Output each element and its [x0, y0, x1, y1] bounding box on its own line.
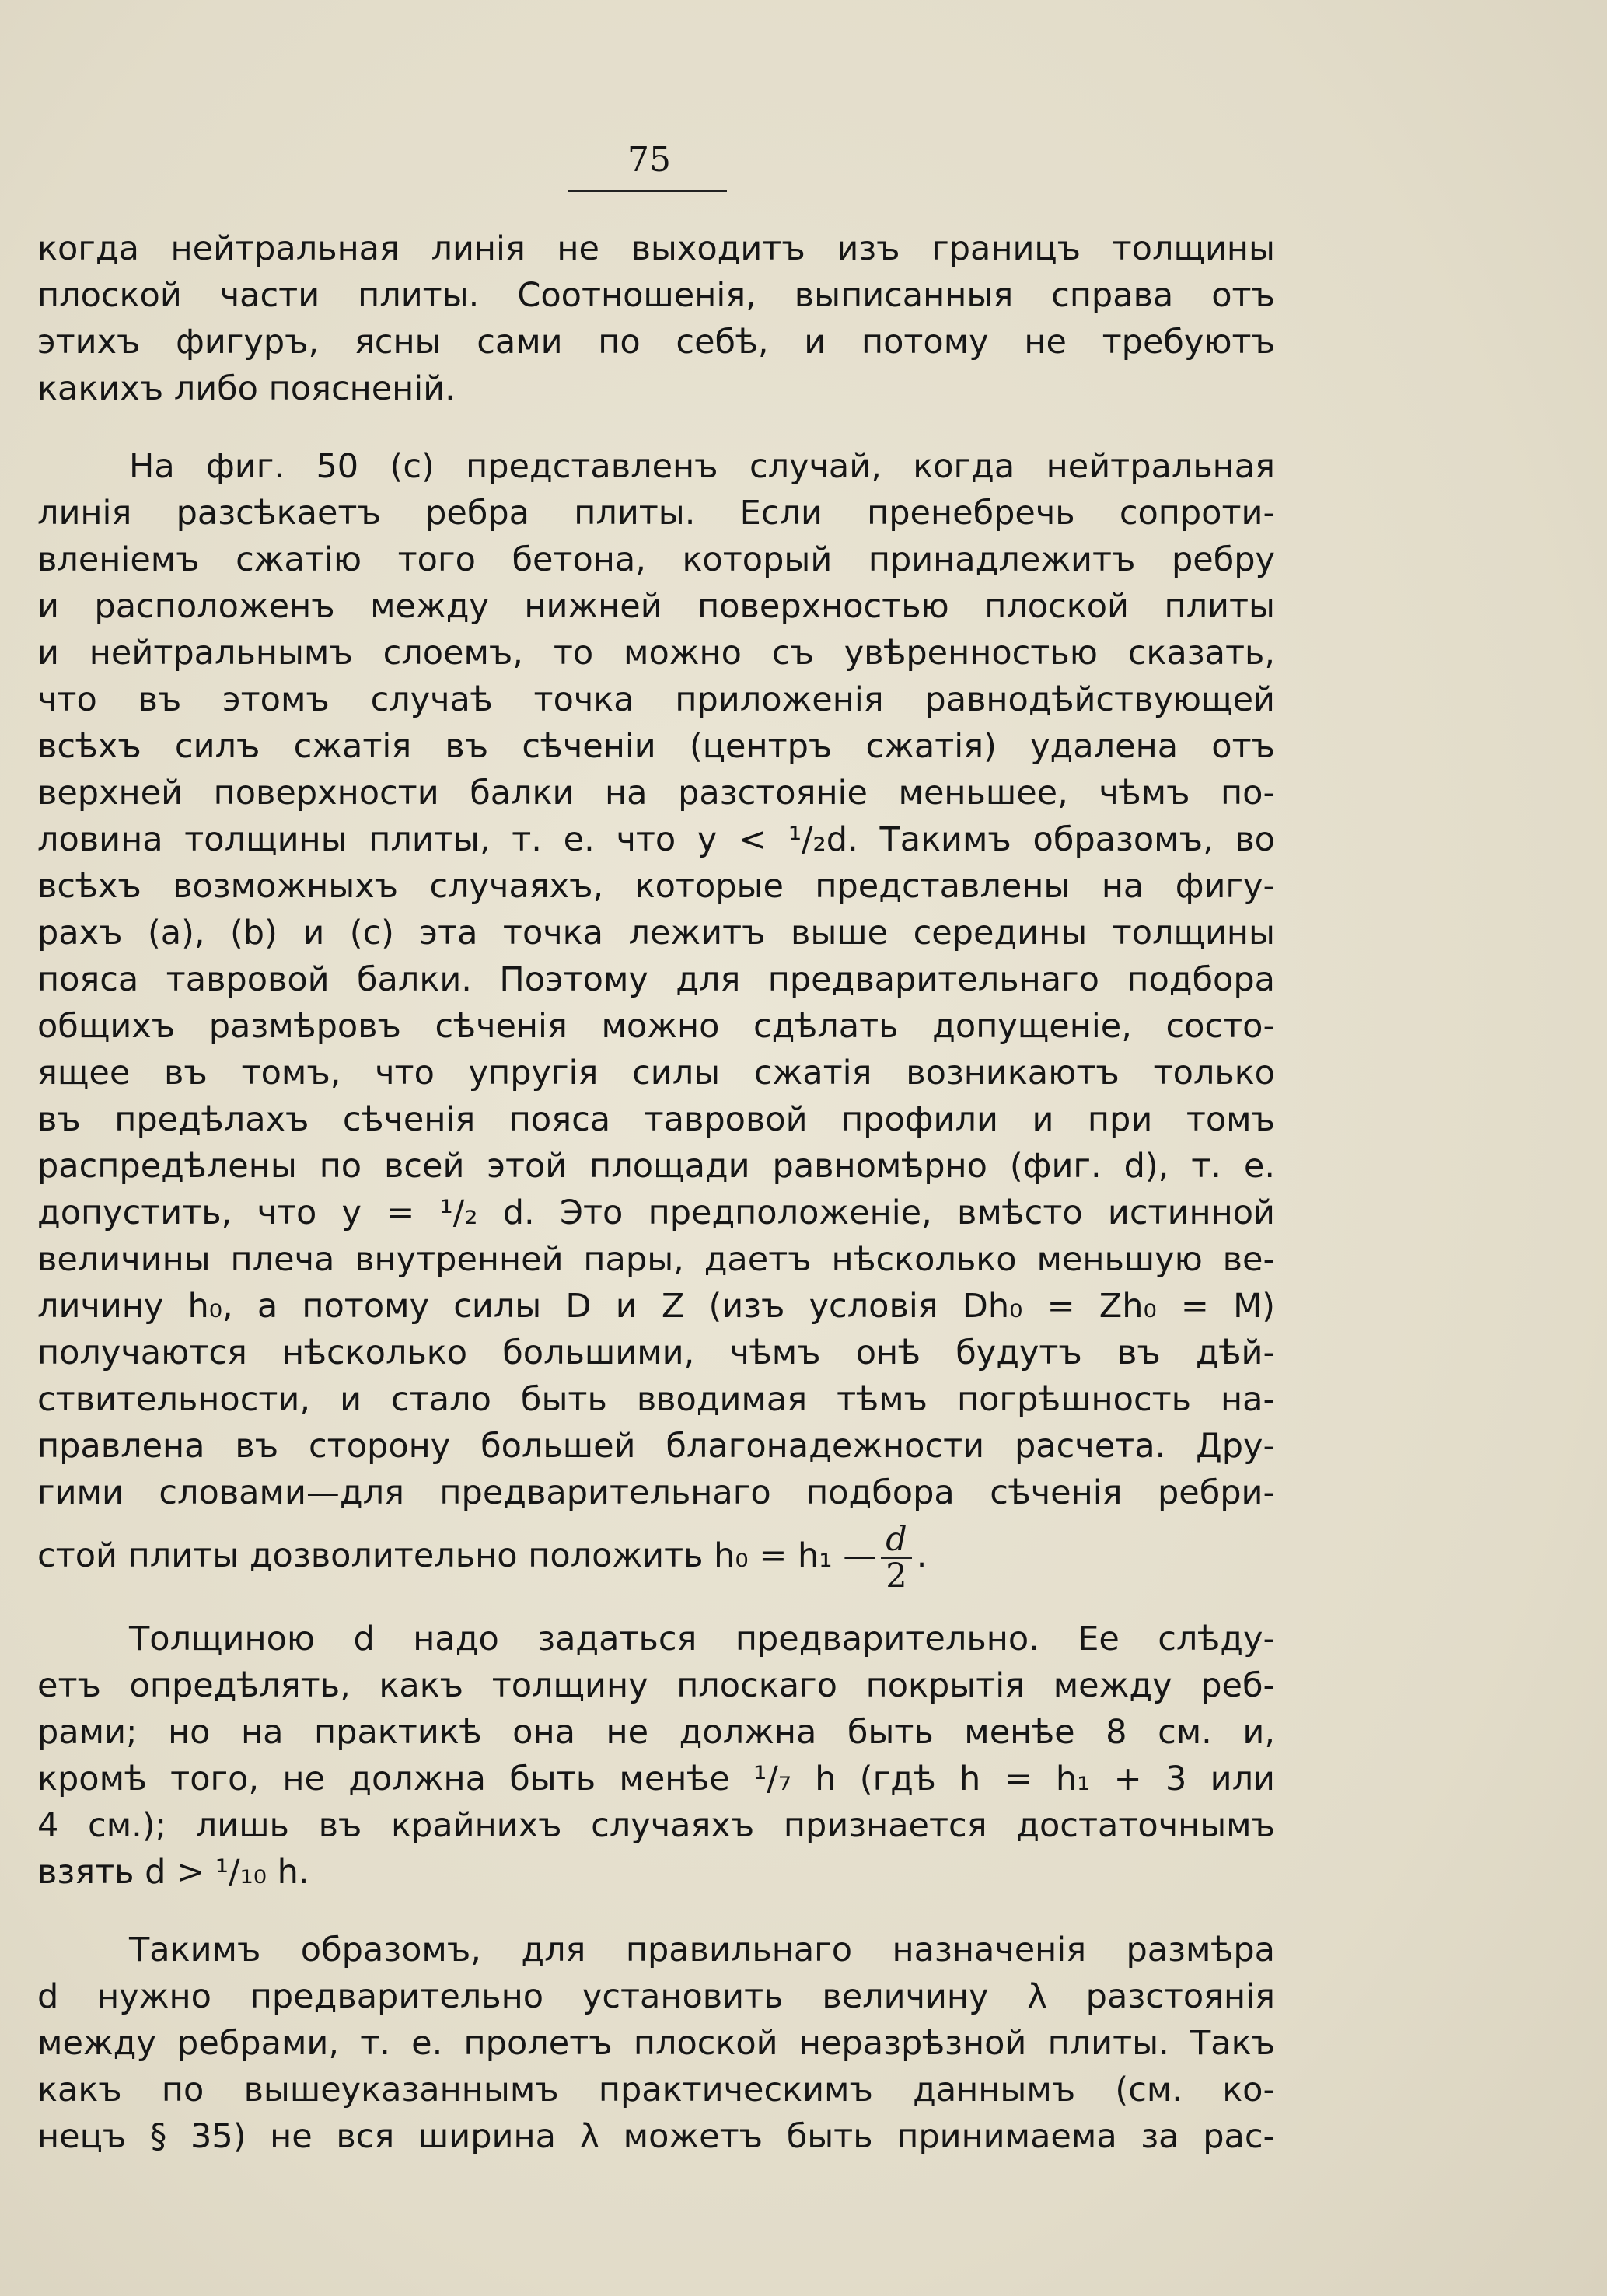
- text-line: между ребрами, т. е. пролетъ плоской неразрѣзной плиты. Такъ: [37, 2024, 1275, 2063]
- text-line: нецъ § 35) не вся ширина λ можетъ быть принимаема за рас-: [37, 2117, 1275, 2156]
- text-line: и нейтральнымъ слоемъ, то можно съ увѣренностью сказать,: [37, 634, 1275, 673]
- text-line: рами; но на практикѣ она не должна быть менѣе 8 см. и,: [37, 1713, 1275, 1752]
- text-line: всѣхъ возможныхъ случаяхъ, которые представлены на фигу-: [37, 867, 1275, 906]
- text-line: вленіемъ сжатію того бетона, который принадлежитъ ребру: [37, 540, 1275, 579]
- fraction-numerator: d: [881, 1522, 912, 1559]
- text-line: линія разсѣкаетъ ребра плиты. Если пренебречь сопроти-: [37, 494, 1275, 533]
- formula-prefix: стой плиты дозволительно положить h₀ = h₁ —: [37, 1536, 877, 1575]
- body-text: [37, 225, 1275, 2160]
- text-line: верхней поверхности балки на разстояніе меньшее, чѣмъ по-: [37, 774, 1275, 813]
- text-line: когда нейтральная линія не выходитъ изъ границъ толщины: [37, 229, 1275, 268]
- text-line: этихъ фигуръ, ясны сами по себѣ, и потому не требуютъ: [37, 323, 1275, 362]
- text-line: етъ опредѣлять, какъ толщину плоскаго покрытія между реб-: [37, 1666, 1275, 1705]
- page-number: 75: [627, 140, 671, 180]
- formula-line: [37, 1516, 1275, 1595]
- text-line: и расположенъ между нижней поверхностью плоской плиты: [37, 587, 1275, 626]
- text-line: допустить, что y = ¹/₂ d. Это предположеніе, вмѣсто истинной: [37, 1193, 1275, 1232]
- text-line: взять d > ¹/₁₀ h.: [37, 1853, 309, 1892]
- text-line: что въ этомъ случаѣ точка приложенія равнодѣйствующей: [37, 680, 1275, 719]
- text-line: ящее въ томъ, что упругія силы сжатія возникаютъ только: [37, 1054, 1275, 1092]
- text-line: d нужно предварительно установить величину λ разстоянія: [37, 1977, 1275, 2016]
- text-line: 4 см.); лишь въ крайнихъ случаяхъ признается достаточнымъ: [37, 1806, 1275, 1845]
- text-line: ствительности, и стало быть вводимая тѣмъ погрѣшность на-: [37, 1380, 1275, 1419]
- text-line: пояса тавровой балки. Поэтому для предварительнаго подбора: [37, 960, 1275, 999]
- formula-suffix: .: [916, 1536, 928, 1575]
- text-line: На фиг. 50 (c) представленъ случай, когда нейтральная: [129, 447, 1275, 486]
- text-line: плоской части плиты. Соотношенія, выписанныя справа отъ: [37, 276, 1275, 315]
- text-line: Толщиною d надо задаться предварительно. Ее слѣду-: [129, 1620, 1275, 1658]
- text-line: ловина толщины плиты, т. е. что y < ¹/₂d. Такимъ образомъ, во: [37, 820, 1275, 859]
- paragraph-4: [37, 1927, 1275, 2160]
- text-line: получаются нѣсколько большими, чѣмъ онѣ будутъ въ дѣй-: [37, 1333, 1275, 1372]
- fraction-denominator: 2: [886, 1557, 907, 1595]
- text-line: кромѣ того, не должна быть менѣе ¹/₇ h (гдѣ h = h₁ + 3 или: [37, 1760, 1275, 1798]
- text-line: какихъ либо поясненій.: [37, 369, 456, 408]
- text-line: личину h₀, а потому силы D и Z (изъ условія Dh₀ = Zh₀ = M): [37, 1287, 1275, 1326]
- text-line: какъ по вышеуказаннымъ практическимъ даннымъ (см. ко-: [37, 2071, 1275, 2109]
- paragraph-3: [37, 1616, 1275, 1896]
- fraction-d-over-2: [881, 1522, 912, 1593]
- text-line: общихъ размѣровъ сѣченія можно сдѣлать допущеніе, состо-: [37, 1007, 1275, 1046]
- paragraph-2: [37, 443, 1275, 1595]
- text-line: всѣхъ силъ сжатія въ сѣченіи (центръ сжатія) удалена отъ: [37, 727, 1275, 766]
- paragraph-1: [37, 225, 1275, 412]
- text-line: рахъ (a), (b) и (c) эта точка лежитъ выше середины толщины: [37, 914, 1275, 952]
- text-line: Такимъ образомъ, для правильнаго назначенія размѣра: [129, 1931, 1275, 1969]
- text-line: величины плеча внутренней пары, даетъ нѣсколько меньшую ве-: [37, 1240, 1275, 1279]
- text-line: правлена въ сторону большей благонадежности расчета. Дру-: [37, 1427, 1275, 1466]
- text-line: въ предѣлахъ сѣченія пояса тавровой профили и при томъ: [37, 1100, 1275, 1139]
- text-line: распредѣлены по всей этой площади равномѣрно (фиг. d), т. е.: [37, 1147, 1275, 1186]
- text-line: гими словами—для предварительнаго подбора сѣченія ребри-: [37, 1473, 1275, 1512]
- page-number-rule: [568, 190, 727, 192]
